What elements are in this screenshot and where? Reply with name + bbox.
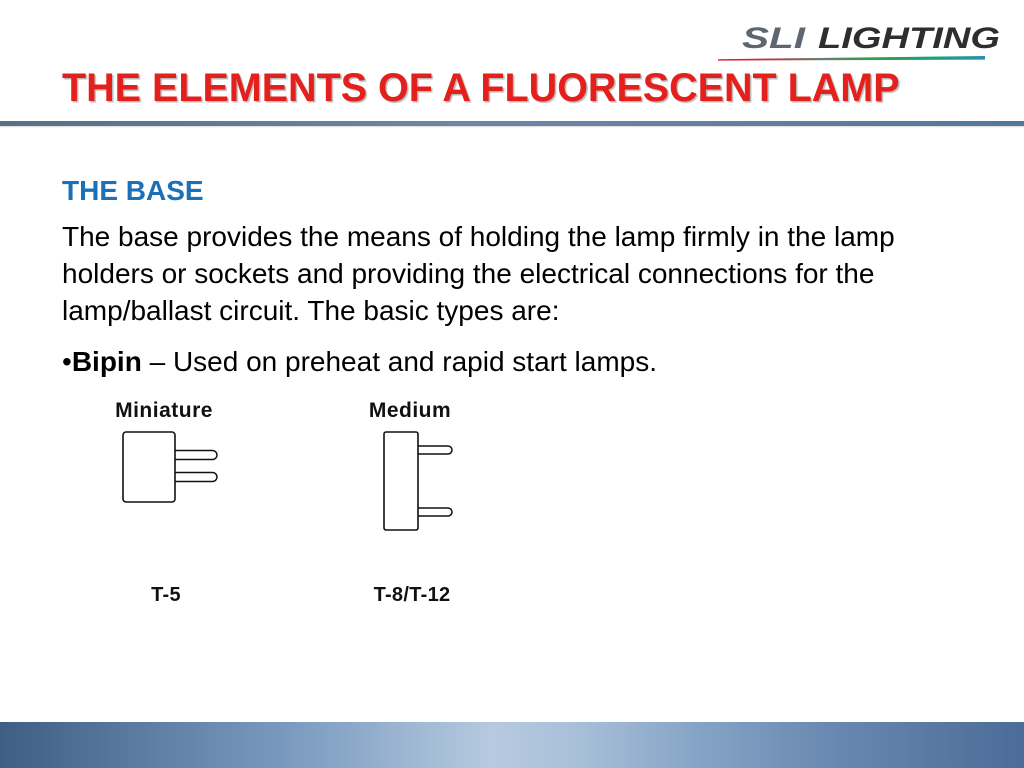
bullet-description: – Used on preheat and rapid start lamps. bbox=[141, 346, 657, 377]
base-pin bbox=[175, 473, 217, 482]
base-pin bbox=[418, 446, 452, 454]
logo-text-lighting: LIGHTING bbox=[818, 22, 1000, 55]
logo-underline-swoosh bbox=[718, 56, 985, 61]
miniature-base-drawing bbox=[123, 432, 217, 502]
miniature-base-caption: T-5 bbox=[151, 584, 181, 606]
bullet-term: Bipin bbox=[71, 346, 142, 377]
bipin-base-diagrams bbox=[100, 420, 500, 550]
medium-base-caption: T-8/T-12 bbox=[373, 584, 451, 606]
base-body bbox=[123, 432, 175, 502]
company-logo bbox=[700, 15, 1010, 70]
footer-bar bbox=[0, 722, 1024, 768]
bullet-glyph: • bbox=[62, 346, 72, 377]
logo-text-sli: SLI bbox=[742, 22, 806, 55]
miniature-base-label: Miniature bbox=[115, 399, 213, 422]
paragraph-line: lamp/ballast circuit. The basic types are: bbox=[62, 295, 560, 326]
paragraph-line: The base provides the means of holding the lamp firmly in the lamp bbox=[62, 221, 895, 252]
header-divider bbox=[0, 121, 1024, 126]
base-pin bbox=[175, 451, 217, 460]
paragraph-line: holders or sockets and providing the electrical connections for the bbox=[62, 258, 875, 289]
base-pin bbox=[418, 508, 452, 516]
body-paragraph bbox=[62, 218, 895, 329]
section-heading: THE BASE bbox=[62, 175, 204, 206]
bullet-item bbox=[62, 343, 657, 380]
base-body bbox=[384, 432, 418, 530]
medium-base-label: Medium bbox=[368, 399, 452, 422]
slide-title: THE ELEMENTS OF A FLUORESCENT LAMP bbox=[62, 66, 900, 110]
medium-base-drawing bbox=[384, 432, 452, 530]
